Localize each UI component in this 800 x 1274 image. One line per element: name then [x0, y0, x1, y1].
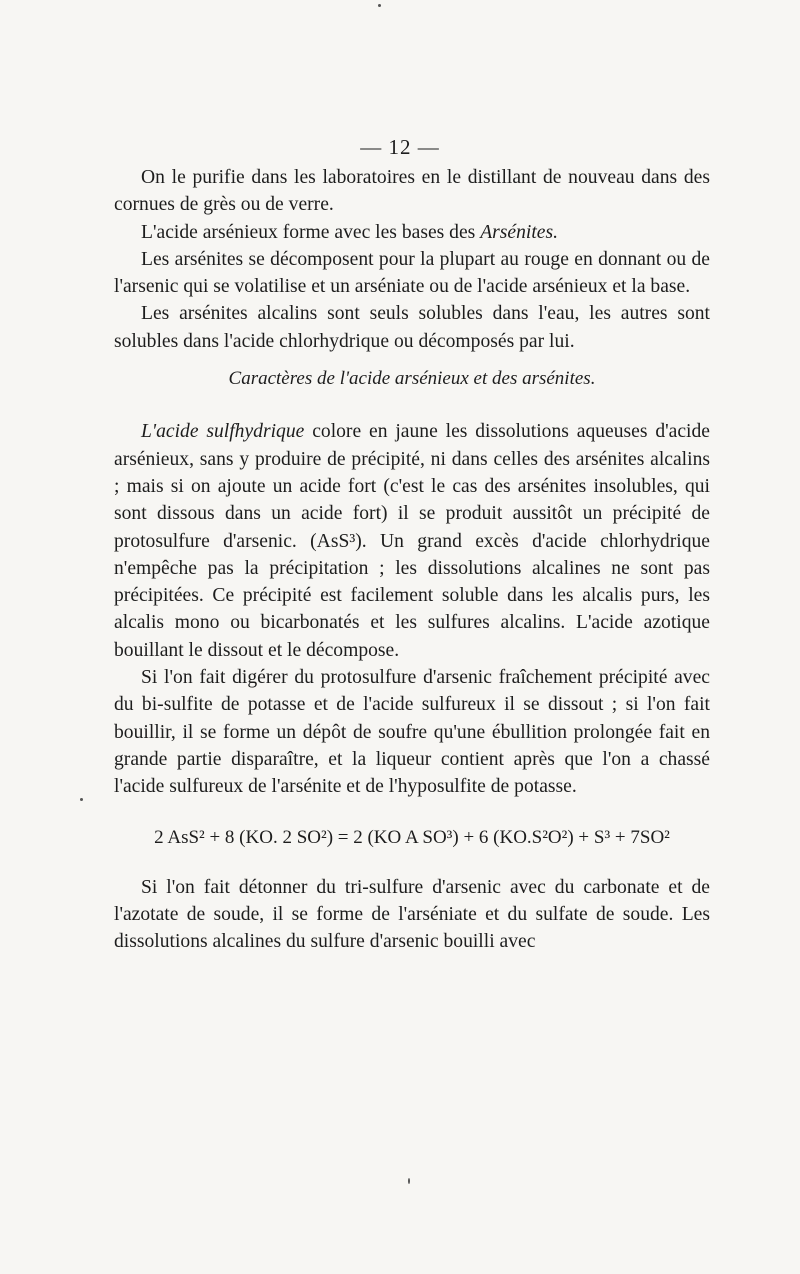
paragraph-solubility: Les arsénites alcalins sont seuls solubles dans l'eau, les autres sont solubles dans l'acide chlorhydrique ou décomposés par lui.: [114, 303, 710, 352]
paragraph-purification: On le purifie dans les laboratoires en le distillant de nouveau dans des cornues de grès ou de verre.: [114, 167, 710, 216]
paragraph-arsenites-intro-text: L'acide arsénieux forme avec les bases des: [141, 221, 481, 243]
paragraph-sulfhydric: [114, 418, 710, 664]
paragraph-bisulfite: Si l'on fait digérer du protosulfure d'arsenic fraîchement précipité avec du bi-sulfite de potasse et de l'acide sulfureux il se dissout ; si l'on fait bouillir, il se forme un dépôt de soufre qu'une ébullition prolongée fait en grande partie disparaître, et la liqueur contient après que l'on a chassé l'acide sulfureux de l'arsénite et de l'hyposulfite de potasse.: [114, 667, 710, 798]
page-number: — 12 —: [360, 135, 440, 159]
section-heading: Caractères de l'acide arsénieux et des arsénites.: [228, 368, 596, 390]
chemical-formula: 2 AsS² + 8 (KO. 2 SO²) = 2 (KO A SO³) + 6 (KO.S²O²) + S³ + 7SO²: [154, 826, 670, 848]
arsenites-term: Arsénites.: [480, 221, 559, 243]
paper-speck: [80, 798, 83, 801]
paragraph-arsenites-intro: [114, 219, 710, 246]
paragraph-detonation: Si l'on fait détonner du tri-sulfure d'arsenic avec du carbonate et de l'azotate de soude, il se forme de l'arséniate et du sulfate de soude. Les dissolutions alcalines du sulfure d'arsenic bouilli avec: [114, 876, 710, 953]
paper-speck: [378, 4, 381, 7]
paragraph-sulfhydric-text: colore en jaune les dissolutions aqueuses d'acide arsénieux, sans y produire de précipité, ni dans celles des arsénites alcalins ; mais si on ajoute un acide fort (c'est le cas des arsénites insolubles, qui sont dissous dans un acide fort) il se produit aussitôt un précipité de protosulfure d'arsenic. (AsS³). Un grand excès d'acide chlorhydrique n'empêche pas la précipitation ; les dissolutions alcalines ne sont pas précipitées. Ce précipité est facilement soluble dans les alcalis purs, les alcalis mono ou bicarbonatés et les sulfures alcalins. L'acide azotique bouillant le dissout et le décompose.: [114, 421, 710, 661]
sulfhydric-term: L'acide sulfhydrique: [141, 421, 305, 443]
body-text: [114, 164, 710, 956]
paper-speck: [408, 1178, 410, 1184]
paragraph-decomposition: Les arsénites se décomposent pour la plupart au rouge en donnant ou de l'arsenic qui se volatilise et un arséniate ou de l'acide arsénieux et la base.: [114, 248, 710, 298]
